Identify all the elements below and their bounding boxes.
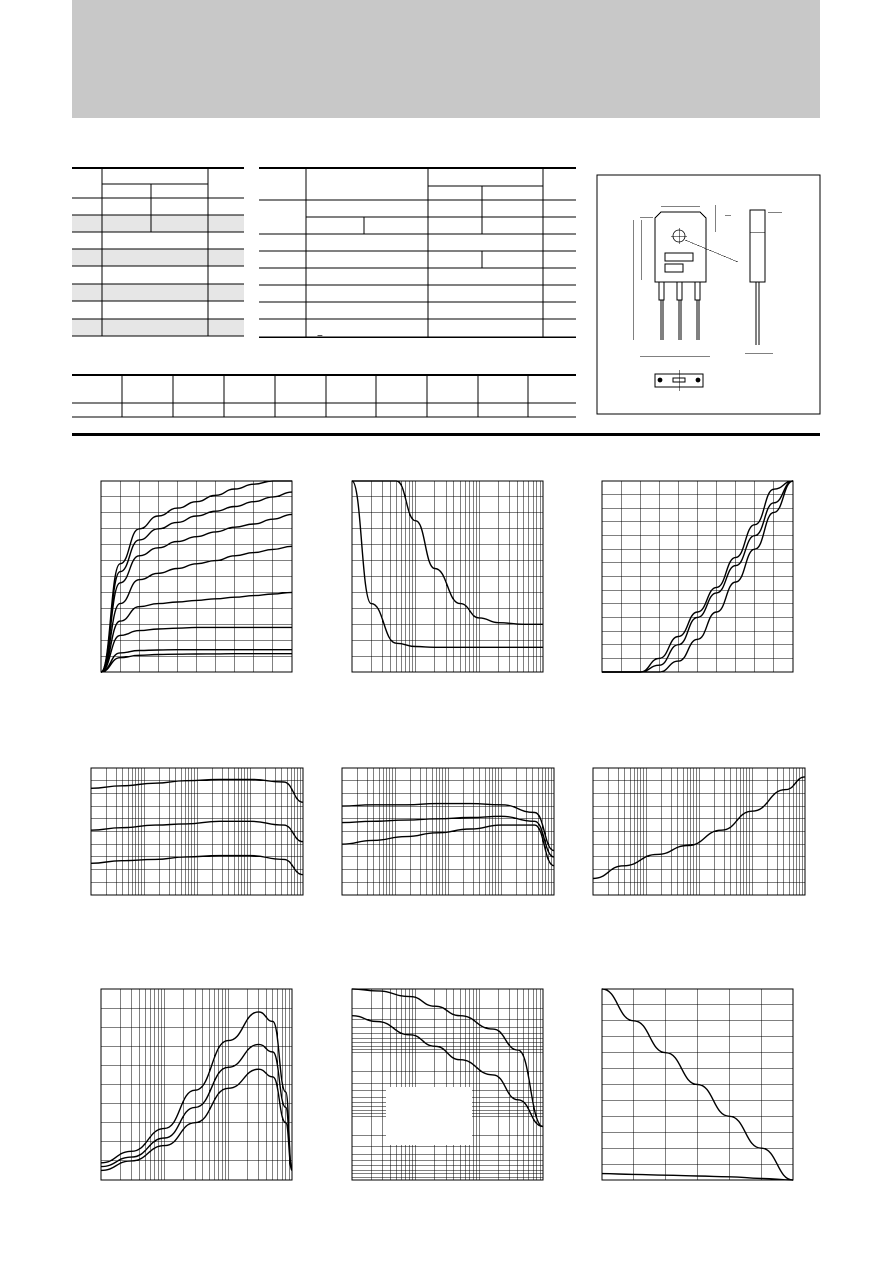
series-line-1 — [352, 481, 543, 647]
chart-4 — [91, 768, 303, 895]
chart-3 — [602, 481, 793, 672]
grid-lines — [101, 481, 292, 672]
grid-lines — [593, 768, 805, 895]
chart-5 — [342, 768, 554, 895]
footnote-mark: − — [317, 331, 323, 342]
series-line-2 — [352, 481, 543, 624]
chart-1 — [101, 481, 292, 672]
grid-lines — [352, 481, 543, 672]
chart-6 — [593, 768, 805, 895]
section-rule — [72, 433, 820, 436]
inset-blank-area — [386, 1087, 472, 1145]
series-line-1 — [101, 1012, 292, 1171]
grid-lines — [91, 768, 303, 895]
chart-2 — [352, 481, 543, 672]
plot-frame — [352, 989, 543, 1180]
chart-9 — [602, 989, 793, 1180]
chart-7 — [101, 989, 292, 1180]
grid-lines — [352, 989, 543, 1180]
chart-8 — [352, 989, 543, 1180]
series-line-2 — [101, 1044, 292, 1168]
